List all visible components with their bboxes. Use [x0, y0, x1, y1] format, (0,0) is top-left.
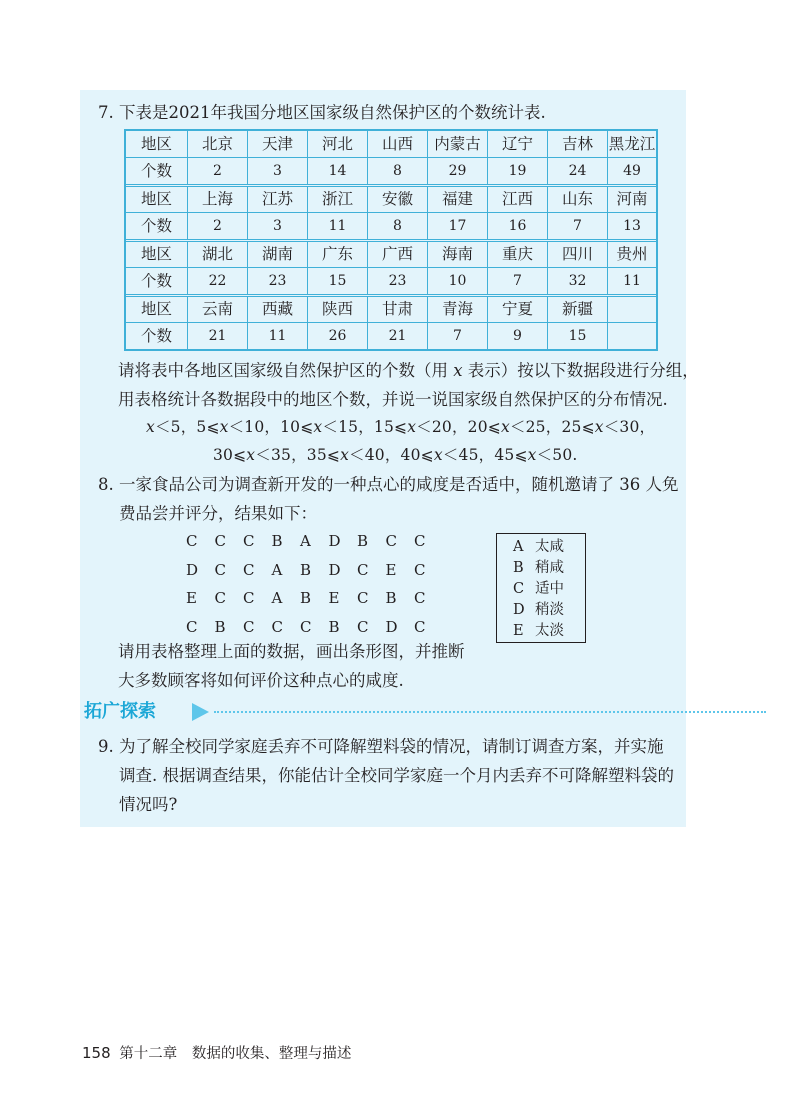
legend-label: 稍咸	[535, 560, 564, 576]
rating-letter: B	[385, 589, 397, 608]
rating-letter: C	[243, 589, 255, 608]
region-name-cell: 广东	[308, 241, 368, 267]
count-cell: 11	[308, 213, 368, 239]
rating-letter: B	[328, 618, 340, 637]
region-name-cell: 安徽	[368, 186, 428, 212]
rating-letter: A	[300, 532, 311, 550]
rating-letter: B	[357, 532, 369, 550]
region-name-cell: 辽宁	[488, 131, 548, 157]
rating-letter: C	[414, 532, 426, 550]
legend-item	[513, 558, 585, 579]
count-cell: 10	[428, 268, 488, 294]
ratings-row	[186, 527, 443, 556]
ratings-grid	[186, 527, 443, 642]
rating-letter: E	[385, 560, 397, 579]
rating-letter: C	[243, 560, 255, 579]
region-name-cell: 湖北	[188, 241, 248, 267]
triangle-right-icon	[192, 703, 209, 721]
region-name-cell: 山东	[548, 186, 608, 212]
table-row-group	[126, 241, 656, 297]
ratings-row	[186, 556, 443, 585]
rating-letter: D	[385, 618, 398, 637]
rating-letter: C	[214, 532, 226, 550]
rating-letter: C	[186, 532, 198, 550]
region-name-cell: 陕西	[308, 296, 368, 322]
region-name-cell: 海南	[428, 241, 488, 267]
region-name-cell: 西藏	[248, 296, 308, 322]
rating-letter: D	[328, 560, 341, 579]
legend-item	[513, 579, 585, 600]
question-number: 8.	[98, 475, 114, 494]
count-cell: 17	[428, 213, 488, 239]
count-cell: 49	[623, 163, 641, 179]
region-name-cell: 福建	[428, 186, 488, 212]
paragraph-line: 大多数顾客将如何评价这种点心的咸度.	[118, 671, 404, 690]
rating-letter: D	[186, 560, 199, 579]
question-number: 7.	[98, 103, 114, 122]
row-header-count: 个数	[126, 323, 188, 349]
page-footer	[82, 1043, 351, 1064]
legend-key: E	[513, 623, 524, 639]
row-header-region: 地区	[126, 131, 188, 157]
legend-label: 适中	[535, 581, 564, 597]
legend-key: B	[513, 560, 524, 576]
question-text: 下表是2021年我国分地区国家级自然保护区的个数统计表.	[119, 103, 546, 122]
region-name-cell: 河北	[308, 131, 368, 157]
row-header-count: 个数	[126, 268, 188, 294]
question-text	[119, 470, 679, 528]
table-row-group	[126, 296, 656, 349]
question-7	[98, 98, 678, 128]
rating-letter: A	[271, 589, 283, 608]
count-cell: 14	[308, 158, 368, 184]
region-name-cell: 贵州	[616, 245, 648, 263]
region-table	[124, 129, 658, 351]
range-line: 𝑥＜5，5⩽𝑥＜10，10⩽𝑥＜15，15⩽𝑥＜20，20⩽𝑥＜25，25⩽𝑥＜30，	[146, 418, 656, 436]
legend-key: D	[513, 602, 525, 618]
region-name-cell: 湖南	[248, 241, 308, 267]
question-number: 9.	[98, 737, 114, 756]
count-cell: 7	[548, 213, 608, 239]
count-cell: 24	[548, 158, 608, 184]
rating-letter: C	[414, 560, 426, 579]
count-cell: 15	[308, 268, 368, 294]
rating-letter: C	[385, 532, 397, 550]
paragraph-line: 情况吗?	[119, 795, 178, 814]
row-header-count: 个数	[126, 158, 188, 184]
rating-letter: D	[328, 532, 341, 550]
legend-item	[513, 537, 585, 558]
question-7-instructions	[118, 356, 699, 414]
legend-label: 稍淡	[535, 602, 564, 618]
region-name-cell: 内蒙古	[428, 131, 488, 157]
paragraph-line: 费品尝并评分，结果如下：	[119, 504, 317, 523]
rating-letter: C	[186, 618, 198, 637]
rating-letter: B	[214, 618, 226, 637]
region-name-cell: 北京	[188, 131, 248, 157]
rating-letter: C	[357, 589, 369, 608]
page-number: 158	[82, 1044, 111, 1062]
count-cell: 9	[488, 323, 548, 349]
rating-letter: C	[214, 589, 226, 608]
row-header-region: 地区	[126, 296, 188, 322]
region-name-cell: 浙江	[308, 186, 368, 212]
count-cell: 23	[368, 268, 428, 294]
row-divider	[126, 157, 656, 158]
count-cell: 11	[623, 273, 641, 289]
rating-letter: E	[328, 589, 340, 608]
table-row-group	[126, 131, 656, 187]
rating-letter: C	[357, 560, 369, 579]
count-cell: 11	[248, 323, 308, 349]
region-name-cell: 甘肃	[368, 296, 428, 322]
rating-letter: C	[243, 618, 255, 637]
rating-letter: A	[271, 560, 283, 579]
region-name-cell: 山西	[368, 131, 428, 157]
chapter-label: 第十二章	[119, 1046, 178, 1062]
region-name-cell: 黑龙江	[608, 135, 656, 153]
region-name-cell: 江苏	[248, 186, 308, 212]
row-divider	[126, 212, 656, 213]
count-cell: 3	[248, 158, 308, 184]
rating-letter: C	[414, 618, 426, 637]
legend-label: 太咸	[535, 539, 564, 555]
question-text	[119, 732, 674, 819]
rating-letter: C	[357, 618, 369, 637]
count-cell: 15	[548, 323, 608, 349]
legend-key: C	[513, 581, 525, 597]
rating-letter: B	[300, 589, 312, 608]
count-cell: 7	[428, 323, 488, 349]
rating-letter: E	[186, 589, 197, 608]
count-cell: 19	[488, 158, 548, 184]
count-cell: 26	[308, 323, 368, 349]
rating-letter: B	[271, 532, 283, 550]
region-name-cell: 河南	[616, 190, 648, 208]
count-cell: 21	[188, 323, 248, 349]
paragraph-line: 请将表中各地区国家级自然保护区的个数（用 𝑥 表示）按以下数据段进行分组，	[118, 361, 699, 380]
rating-legend	[496, 533, 586, 643]
rating-letter: C	[214, 560, 226, 579]
rating-letter: C	[243, 532, 255, 550]
rating-letter: C	[300, 618, 312, 637]
region-name-cell: 天津	[248, 131, 308, 157]
paragraph-line: 请用表格整理上面的数据，画出条形图，并推断	[118, 642, 465, 661]
row-header-count: 个数	[126, 213, 188, 239]
rating-letter: B	[300, 560, 312, 579]
region-name-cell: 吉林	[548, 131, 608, 157]
legend-item	[513, 600, 585, 621]
region-name-cell: 云南	[188, 296, 248, 322]
chapter-title: 数据的收集、整理与描述	[191, 1046, 352, 1062]
legend-label: 太淡	[535, 623, 564, 639]
region-name-cell	[608, 296, 656, 322]
row-header-region: 地区	[126, 241, 188, 267]
region-name-cell: 上海	[188, 186, 248, 212]
count-cell: 29	[428, 158, 488, 184]
count-cell: 2	[188, 213, 248, 239]
region-name-cell: 重庆	[488, 241, 548, 267]
section-title: 拓广探索	[84, 701, 156, 722]
paragraph-line: 调查. 根据调查结果，你能估计全校同学家庭一个月内丢弃不可降解塑料袋的	[119, 766, 674, 785]
legend-item	[513, 621, 585, 642]
range-line: 30⩽𝑥＜35，35⩽𝑥＜40，40⩽𝑥＜45，45⩽𝑥＜50.	[213, 446, 578, 464]
count-cell: 21	[368, 323, 428, 349]
row-header-region: 地区	[126, 186, 188, 212]
rating-letter: C	[271, 618, 283, 637]
count-cell	[608, 323, 656, 349]
question-8-tail	[118, 637, 498, 695]
rating-letter: C	[414, 589, 426, 608]
region-name-cell: 四川	[548, 241, 608, 267]
row-divider	[126, 322, 656, 323]
region-name-cell: 青海	[428, 296, 488, 322]
region-name-cell: 广西	[368, 241, 428, 267]
legend-key: A	[513, 539, 524, 555]
count-cell: 23	[248, 268, 308, 294]
region-name-cell: 江西	[488, 186, 548, 212]
count-cell: 8	[368, 158, 428, 184]
count-cell: 16	[488, 213, 548, 239]
paragraph-line: 为了解全校同学家庭丢弃不可降解塑料袋的情况，请制订调查方案，并实施	[119, 737, 664, 756]
count-cell: 7	[488, 268, 548, 294]
ratings-row	[186, 584, 443, 613]
count-cell: 13	[623, 218, 641, 234]
dotted-divider	[214, 711, 766, 713]
paragraph-line: 一家食品公司为调查新开发的一种点心的咸度是否适中，随机邀请了 36 人免	[119, 475, 679, 494]
paragraph-line: 用表格统计各数据段中的地区个数，并说一说国家级自然保护区的分布情况.	[118, 390, 668, 409]
table-row-group	[126, 186, 656, 242]
count-cell: 3	[248, 213, 308, 239]
count-cell: 32	[548, 268, 608, 294]
region-name-cell: 宁夏	[488, 296, 548, 322]
range-list	[146, 413, 686, 469]
count-cell: 22	[188, 268, 248, 294]
count-cell: 2	[188, 158, 248, 184]
row-divider	[126, 267, 656, 268]
region-name-cell: 新疆	[548, 296, 608, 322]
count-cell: 8	[368, 213, 428, 239]
